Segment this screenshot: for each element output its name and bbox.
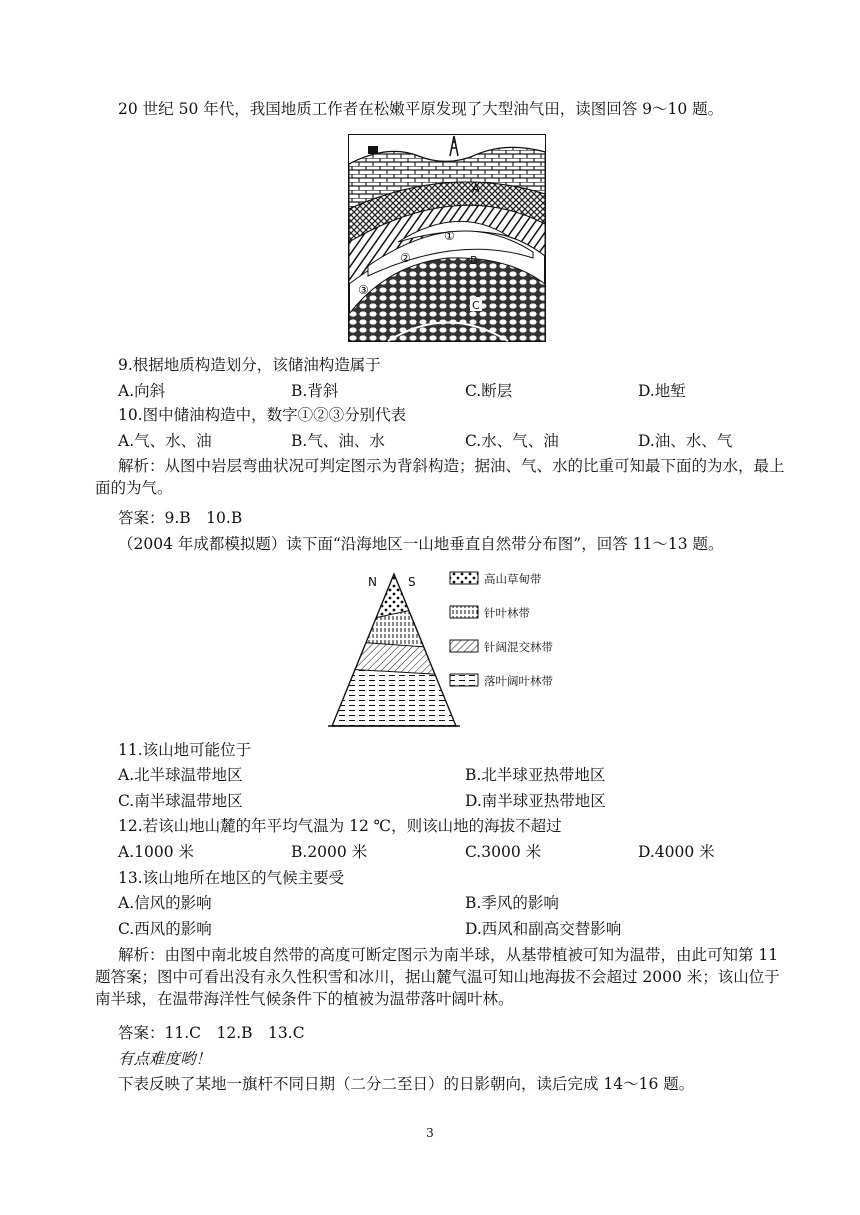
q9-option-a: A.向斜 xyxy=(118,382,166,400)
q9-option-c: C.断层 xyxy=(465,382,513,400)
south-label: S xyxy=(408,575,416,589)
label-3: ③ xyxy=(358,283,369,297)
q13-option-d: D.西风和副高交替影响 xyxy=(465,920,622,938)
answer-11-13: 答案：11.C 12.B 13.C xyxy=(118,1024,305,1042)
intro-question-11-13: （2004 年成都模拟题）读下面“沿海地区一山地垂直自然带分布图”，回答 11～13 题。 xyxy=(118,535,724,553)
q11-stem: 11.该山地可能位于 xyxy=(118,741,252,759)
legend-coniferous: 针叶林带 xyxy=(484,606,530,620)
q11-option-d: D.南半球亚热带地区 xyxy=(465,792,606,810)
legend-deciduous: 落叶阔叶林带 xyxy=(484,674,553,688)
label-A: A xyxy=(472,182,480,195)
q10-option-d: D.油、水、气 xyxy=(638,432,733,450)
q10-option-b: B.气、油、水 xyxy=(291,432,385,450)
q13-option-a: A.信风的影响 xyxy=(118,894,212,912)
intro-question-9-10: 20 世纪 50 年代，我国地质工作者在松嫩平原发现了大型油气田，读图回答 9～10 题。 xyxy=(118,100,724,118)
legend-alpine-meadow: 高山草甸带 xyxy=(484,572,542,586)
north-label: N xyxy=(368,575,377,589)
q13-option-c: C.西风的影响 xyxy=(118,920,212,938)
anticline-oil-field-figure xyxy=(348,134,546,342)
q10-stem: 10.图中储油构造中，数字①②③分别代表 xyxy=(118,406,407,424)
analysis-11-13: 解析：由图中南北坡自然带的高度可断定图示为南半球，从基带植被可知为温带，由此可知第 11 题答案；图中可看出没有永久性积雪和冰川，据山麓气温可知山地海拔不会超过 2000 米；该山位于南半球，在温带海洋性气候条件下的植被为温带落叶阔叶林。 xyxy=(95,946,780,1008)
label-1: ① xyxy=(444,229,455,243)
q13-option-b: B.季风的影响 xyxy=(465,894,559,912)
q9-option-d: D.地堑 xyxy=(638,382,686,400)
analysis-9-10: 解析：从图中岩层弯曲状况可判定图示为背斜构造；据油、气、水的比重可知最下面的为水，最上面的为气。 xyxy=(95,457,785,497)
intro-question-14-16: 下表反映了某地一旗杆不同日期（二分二至日）的日影朝向，读后完成 14～16 题。 xyxy=(118,1075,695,1093)
page-number: 3 xyxy=(426,1126,434,1140)
q10-option-c: C.水、气、油 xyxy=(465,432,559,450)
difficulty-hint: 有点难度哟！ xyxy=(118,1050,212,1068)
answer-9-10: 答案：9.B 10.B xyxy=(118,509,243,527)
q12-stem: 12.若该山地山麓的年平均气温为 12 ℃，则该山地的海拔不超过 xyxy=(118,817,562,835)
q12-option-c: C.3000 米 xyxy=(465,843,542,861)
label-C: C xyxy=(472,299,480,312)
q11-option-a: A.北半球温带地区 xyxy=(118,766,243,784)
q11-option-b: B.北半球亚热带地区 xyxy=(465,766,606,784)
q12-option-a: A.1000 米 xyxy=(118,843,194,861)
label-2: ② xyxy=(400,251,411,265)
q12-option-d: D.4000 米 xyxy=(638,843,715,861)
q10-option-a: A.气、水、油 xyxy=(118,432,212,450)
q9-stem: 9.根据地质构造划分，该储油构造属于 xyxy=(118,356,381,374)
mountain-vertical-zone-figure xyxy=(328,568,578,730)
q12-option-b: B.2000 米 xyxy=(291,843,368,861)
label-B: B xyxy=(470,254,478,267)
legend-mixed-forest: 针阔混交林带 xyxy=(484,640,553,654)
q9-option-b: B.背斜 xyxy=(291,382,339,400)
q11-option-c: C.南半球温带地区 xyxy=(118,792,243,810)
q13-stem: 13.该山地所在地区的气候主要受 xyxy=(118,869,345,887)
